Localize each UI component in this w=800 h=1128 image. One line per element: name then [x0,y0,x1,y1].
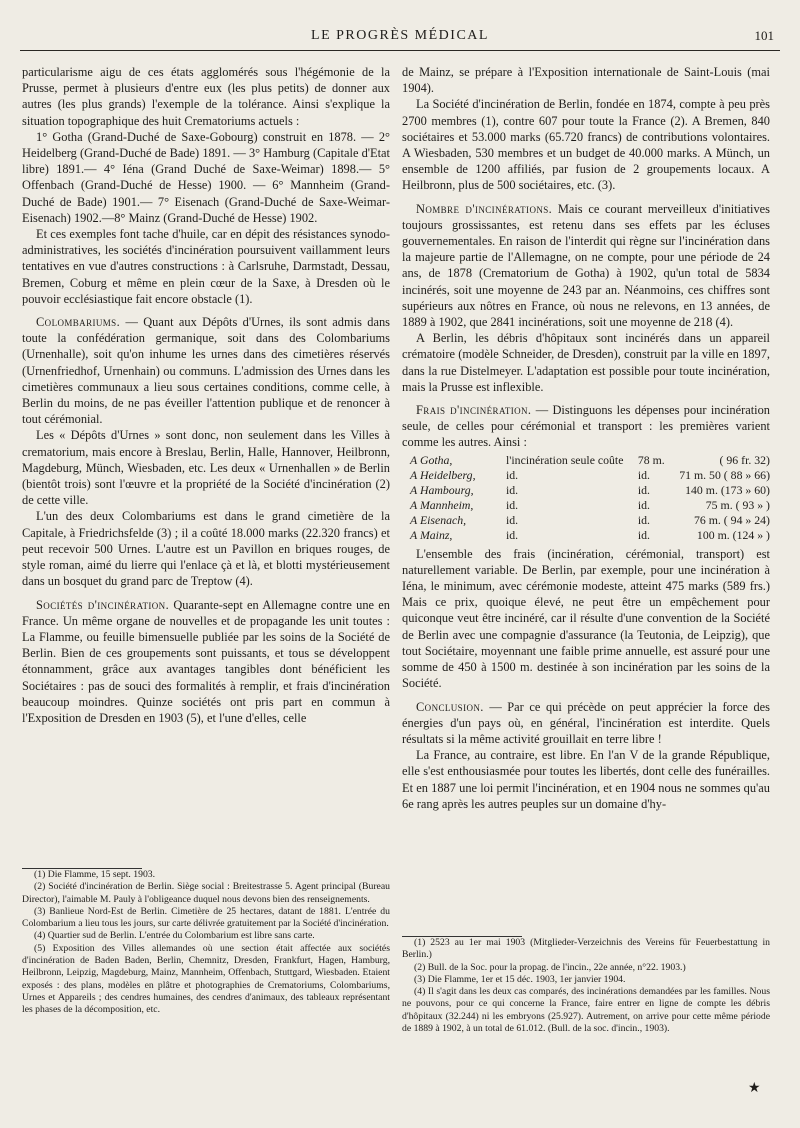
footnote: (3) Banlieue Nord-Est de Berlin. Cimetière de 25 hectares, datant de 1881. L'entrée du Colombarium a lieu tous les jours, sur carte délivrée gratuitement par la Société d'incinération. [22,905,390,930]
crematorium-list: 1° Gotha (Grand-Duché de Saxe-Gobourg) construit en 1878. — 2° Heidelberg (Grand-Duché de Bade) 1891. — 3° Hamburg (Capitale d'Etat libre) 1891.— 4° Iéna (Grand Duché de Saxe-Weimar) 1898.— 5° Offenbach (Grand-Duché de Hesse) 1900. — 6° Mannheim (Grand-Duché de Bade) 1901.— 7° Eisenach (Grand-Duché de Saxe-Weimar-Eisenach) 1902.—8° Mainz (Grand-Duché de Hesse) 1902. [22,129,390,225]
section-text: — Quant aux Dépôts d'Urnes, ils sont admis dans toute la confédération germanique, soit dans des Colombariums (Urnenhalle), soit qu'on inhume les urnes dans des cimetières réservés (Urnenfriedhof, Urnenhain) ou communs. L'admission des Urnes dans les cimetières communaux a lieu sous certaines conditions, comme celle, à Berlin du moins, de ne pas éveiller l'attention publique et de renoncer à tout cérémonial. [22,315,390,427]
footnotes-left [22,868,390,1017]
table-cell: id. [637,512,651,527]
section-text: Quarante-sept en Allemagne contre une en France. Un même organe de nouvelles et de propagande les unit toutes : La Flamme, ou feuille bimensuelle publiée par les soins de la Société de Berlin. Bien de ces groupements sont puissants, et tous se développent étonnamment, grâce aux avantages tangibles dont bénéficient les Sociétaires : pas de souci des formalités à remplir, et frais d'incinération beaucoup moindres. Quinze sociétés ont pris part en commun à l'Exposition de Dresden en 1903 (5), et l'une d'elles, celle [22,597,390,725]
section-text: — Par ce qui précède on peut apprécier la force des énergies d'un pays où, en général, l'incinération est interdite. Quels résultats si la même activité grouillait en terre libre ! [402,699,770,746]
section-heading: Nombre d'incinérations. [416,201,553,216]
star-ornament-icon: ★ [748,1081,761,1096]
table-cell: 78 m. [637,452,665,467]
page-number: 101 [754,28,774,43]
table-cell: 76 m. ( 94 » 24) [693,512,770,527]
table-cell: id. [506,482,519,497]
left-column [22,64,390,726]
footnote: (2) Société d'incinération de Berlin. Siège social : Breitestrasse 5. Agent principal (Bureau Director), l'aimable M. Pauly à l'obligeance duquel nous devons bien des renseignements. [22,881,390,905]
table-cell: A Heidelberg, [410,467,476,482]
table-cell: id. [637,467,651,482]
table-cell: id. [506,467,519,482]
section-heading: Conclusion. [416,699,484,714]
table-cell: A Hambourg, [410,482,474,497]
section-colombariums [22,314,390,427]
table-cell: id. [506,527,519,542]
table-cell: id. [637,497,651,512]
paragraph: A Berlin, les débris d'hôpitaux sont incinérés dans un appareil crématoire (modèle Schneider, de Dresden), construit par la ville en 1897, dans la rue Distelmeyer. L'adaptation est possible pour toute incinération, mais la Prusse est inflexible. [402,331,770,394]
table-cell: A Eisenach, [410,512,467,527]
table-cell: A Gotha, [410,452,453,467]
running-header [20,24,780,51]
footnotes-right [402,936,770,1035]
table-row [402,483,770,498]
section-heading: Frais d'incinération. [416,403,532,418]
right-column [402,64,770,812]
paragraph: L'ensemble des frais (incinération, cérémonial, transport) est naturellement variable. De Berlin, par exemple, pour une incinération à Iéna, le minimum, avec cérémonie modeste, atteint 475 marks (589 frs.) Mais ce prix, quoique élevé, ne peut être un empêchement pour quiconque veut être incinéré, car il résulte d'une convention de la Société de Berlin avec une compagnie d'assurance (la Teutonia, de Leipzig), que tout Sociétaire, moyennant une faible prime annuelle, est assuré pour une somme de 450 à 1500 m. destinée à son incinération par les soins de la Société. [402,546,770,691]
footnote: (5) Exposition des Villes allemandes où une section était affectée aux sociétés d'incinération de Baden Baden, Berlin, Chemnitz, Dresden, Frankfurt, Hagen, Hamburg, Heilbronn, Leipzig, Magdeburg, Mainz, Mannheim, Offenbach, Stuttgard, Wiesbaden. Etaient exposés : des plans, modèles en plâtre et photographies de Crematoriums, Colombariums, Urnes et Appareils ; des cendres humaines, des cendres d'animaux, des tableaux représentant les phases de la décomposition, etc. [22,942,390,1016]
table-cell: 71 m. 50 ( 88 » 66) [679,467,770,482]
paragraph: La Société d'incinération de Berlin, fondée en 1874, compte à peu près 2700 membres (1), contre 607 pour toute la France (2). A Bremen, 840 sociétaires et 53.000 marks (65.720 francs) de contributions volontaires. A Wiesbaden, 530 membres et un budget de 40.000 marks. A Münch, un ensemble de 1200 affiliés, par fusion de 2 groupements locaux. A Heilbronn, plus de 500 sociétaires, etc. (3). [402,97,770,193]
table-cell: A Mannheim, [410,497,474,512]
section-heading: Sociétés d'incinération. [36,597,170,612]
paragraph: La France, au contraire, est libre. En l'an V de la grande République, elle s'est enthousiasmée pour toutes les libertés, dont celle des funérailles. Et en 1887 une loi permit l'incinération, et en 1904 nous ne sommes qu'au 6e rang après les autres peuples sur un domaine d'hy- [402,748,770,811]
table-cell: 75 m. ( 93 » ) [705,497,770,512]
paragraph: particularisme aigu de ces états agglomérés sous l'hégémonie de la Prusse, permet à plusieurs d'entre eux (les plus petits) de donner aux autres (les plus grands) l'exemple de la tolérance. Ainsi s'explique la situation topographique des huit Crematoriums actuels : [22,65,390,128]
footnote: (1) 2523 au 1er mai 1903 (Mitglieder-Verzeichnis des Vereins für Feuerbestattung in Berlin.) [402,937,770,961]
table-row [402,498,770,513]
table-cell: id. [637,527,651,542]
paragraph: Les « Dépôts d'Urnes » sont donc, non seulement dans les Villes à crematorium, mais encore à Breslau, Berlin, Halle, Hannover, Heilbronn, Magdeburg, Münch, Wiesbaden, etc. Les deux « Urnenhallen » de Berlin (bientôt trois) sont l'œuvre et la propriété de la Société d'incinération (2) de cette ville. [22,428,390,508]
table-cell: A Mainz, [410,527,453,542]
paragraph: de Mainz, se prépare à l'Exposition internationale de Saint-Louis (mai 1904). [402,65,770,96]
footnote: (4) Il s'agit dans les deux cas comparés, des incinérations demandées par les familles. Nous ne pouvons, pour ce qui concerne la France, faire entrer en ligne de compte les débris d'hôpitaux (32.244) ni les embryons (25.927). Autrement, on arrive pour cette même période de 1889 à 1902, à un total de 61.012. (Bull. de la soc. d'incin., 1903). [402,986,770,1035]
cost-table [402,453,770,543]
footnote: (3) Die Flamme, 1er et 15 déc. 1903, 1er janvier 1904. [414,973,626,985]
section-nombre [402,201,770,331]
section-conclusion [402,699,770,748]
table-cell: 100 m. (124 » ) [696,527,770,542]
paragraph: L'un des deux Colombariums est dans le grand cimetière de la Capitale, à Friedrichsfelde (3) ; il a coûté 18.000 marks (22.320 francs) et peut recevoir 500 Urnes. L'autre est un Pavillon en briques rouges, de style roman, aimé du lierre qui l'enlace çà et là, et blotti mystérieusement dans un bosquet du grand parc de Treptow (4). [22,509,390,589]
table-cell: id. [506,512,519,527]
table-cell: ( 96 fr. 32) [719,452,770,467]
table-cell: id. [637,482,651,497]
footnote: (2) Bull. de la Soc. pour la propag. de l'incin., 22e année, n°22. 1903.) [414,961,686,973]
paragraph: Et ces exemples font tache d'huile, car en dépit des résistances synodo-administratives, les sociétés d'incinération poursuivent vaillamment leurs tentatives en vue d'autres constructions : à Carlsruhe, Darmstadt, Dessau, Bremen, Coburg et même en plein cœur de la Saxe, à Dresden où le pouvoir ecclésiastique fait encore obstacle (1). [22,227,390,306]
table-row [402,468,770,483]
footnote: (1) Die Flamme, 15 sept. 1903. [34,869,156,880]
table-cell: id. [506,497,519,512]
table-row [402,513,770,528]
table-row [402,453,770,468]
table-cell: 140 m. (173 » 60) [685,482,770,497]
footnote: (4) Quartier sud de Berlin. L'entrée du Colombarium est libre sans carte. [34,930,315,942]
table-cell: l'incinération seule coûte [506,452,624,467]
section-societes [22,597,390,727]
table-row [402,528,770,543]
section-frais [402,402,770,451]
journal-title: LE PROGRÈS MÉDICAL [311,28,489,43]
section-text: Mais ce courant merveilleux d'initiatives toujours grossissantes, est retenu dans ses effets par les écluses gouvernementales. En raison de l'interdit qui règne sur l'incinération dans la majeure partie de l'Allemagne, on ne compte, pour une période de 24 ans, de 1878 (Crematorium de Gotha) à 1902, qu'un total de 5834 incinérés, soit une moyenne de 243 par an. Néanmoins, ces chiffres sont supérieurs aux nôtres en France, où nous ne relevons, en 13 années, de 1889 à 1902, que 2841 incinérations, soit une moyenne de 218 (4). [402,201,770,330]
section-heading: Colombariums. [36,315,121,330]
section-text: — Distinguons les dépenses pour incinération seule, de celles pour cérémonial et transport : les premières varient comme les autres. Ainsi : [402,403,770,450]
